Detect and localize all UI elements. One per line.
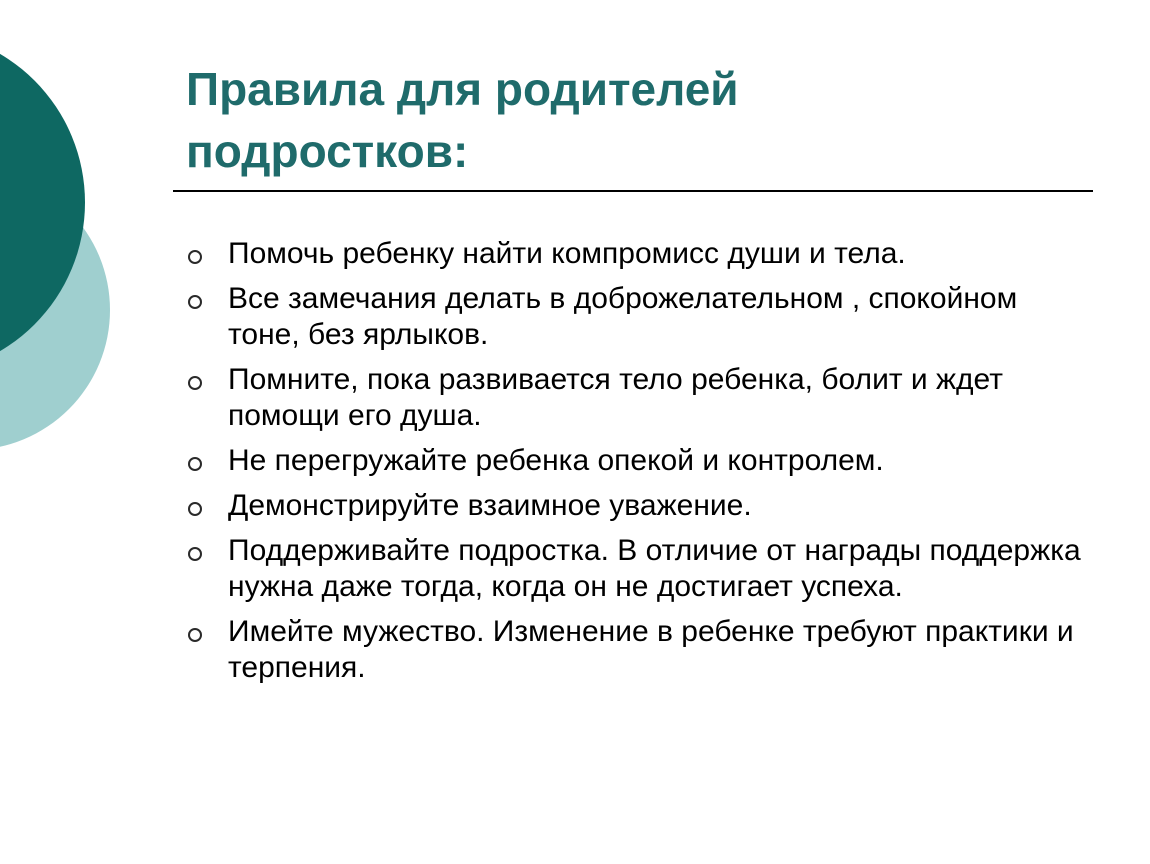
rule-text: Поддерживайте подростка. В отличие от награды поддержка нужна даже тогда, когда он не достигает успеха.: [228, 534, 1081, 603]
rule-text: Имейте мужество. Изменение в ребенке требуют практики и терпения.: [228, 615, 1074, 684]
rule-item: [186, 362, 1086, 434]
rule-text: Демонстрируйте взаимное уважение.: [228, 489, 752, 522]
rule-text: Помните, пока развивается тело ребенка, болит и ждет помощи его душа.: [228, 363, 1003, 432]
circle-bullet-icon: [188, 295, 202, 309]
rule-item: [186, 533, 1086, 605]
rule-text: Все замечания делать в доброжелательном , спокойном тоне, без ярлыков.: [228, 282, 1018, 351]
rule-item: [186, 281, 1086, 353]
title-line-1: Правила для родителей: [186, 63, 739, 115]
rule-text: Не перегружайте ребенка опекой и контролем.: [228, 444, 884, 477]
circle-bullet-icon: [188, 502, 202, 516]
rule-item: [186, 236, 1086, 272]
title-line-2: подростков:: [186, 125, 469, 177]
circle-bullet-icon: [188, 250, 202, 264]
rule-text: Помочь ребенку найти компромисс души и тела.: [228, 237, 906, 270]
title-divider: [173, 190, 1093, 192]
slide-title: [186, 58, 1066, 182]
rule-item: [186, 614, 1086, 686]
circle-bullet-icon: [188, 547, 202, 561]
rules-list: [186, 236, 1086, 695]
rule-item: [186, 443, 1086, 479]
circle-bullet-icon: [188, 457, 202, 471]
circle-bullet-icon: [188, 628, 202, 642]
circle-bullet-icon: [188, 376, 202, 390]
rule-item: [186, 488, 1086, 524]
